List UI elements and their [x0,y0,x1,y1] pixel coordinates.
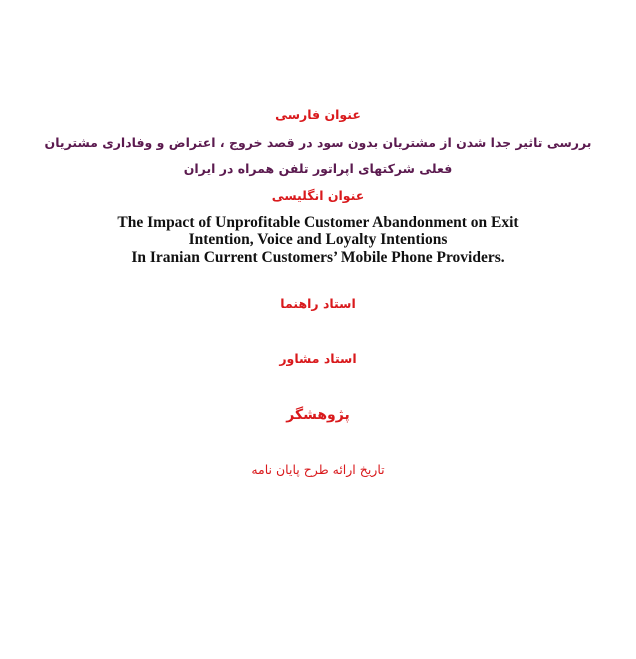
persian-title-line-2: فعلی شرکتهای اپراتور تلفن همراه در ایران [183,161,453,176]
english-title-line-1: The Impact of Unprofitable Customer Abandonment on Exit [117,214,519,231]
english-title-label: عنوان انگلیسی [271,188,365,203]
researcher-label: پژوهشگر [286,407,350,423]
supervisor-label: استاد راهنما [280,296,356,311]
persian-title-label: عنوان فارسی [275,107,361,122]
english-title-line-2: Intention, Voice and Loyalty Intentions [188,231,448,248]
submission-date-label: تاریخ ارائه طرح پایان نامه [251,462,385,477]
persian-title-line-1: بررسی تاثیر جدا شدن از مشتریان بدون سود در قصد خروج ، اعتراض و وفاداری مشتریان [44,135,592,150]
advisor-label: استاد مشاور [279,351,357,366]
english-title-line-3: In Iranian Current Customers’ Mobile Phone Providers. [131,249,505,266]
